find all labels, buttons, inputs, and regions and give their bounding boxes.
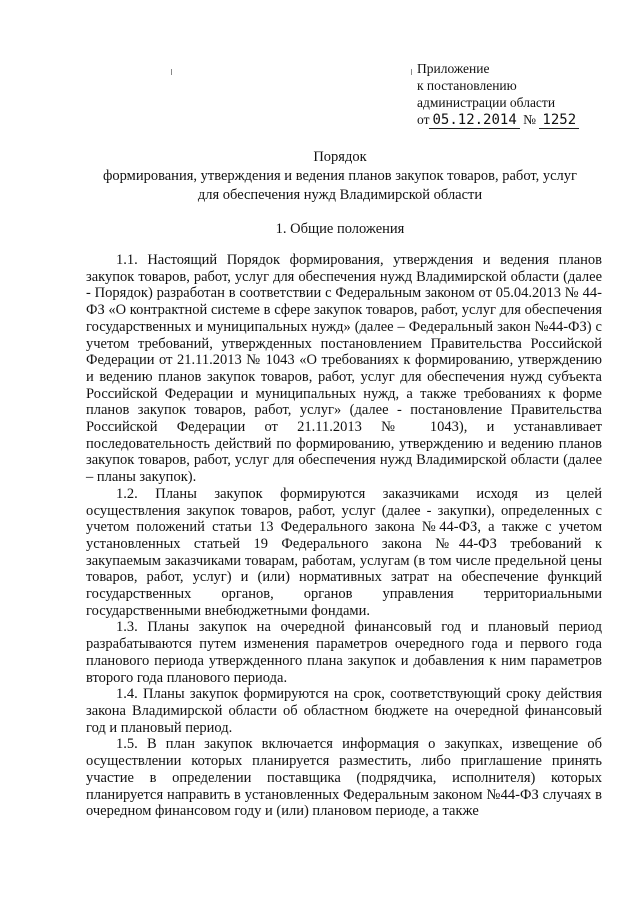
number-prefix: № (523, 112, 537, 127)
margin-tick-mark (411, 69, 412, 75)
attachment-line: администрации области (417, 95, 556, 110)
document-title (60, 148, 620, 205)
title-line: формирования, утверждения и ведения планов закупок товаров, работ, услуг (102, 168, 577, 184)
paragraph: 1.4. Планы закупок формируются на срок, соответствующий сроку действия закона Владимирской области об областном бюджете на очередной финансовый год и плановый период. (86, 686, 602, 736)
title-line: для обеспечения нужд Владимирской области (197, 187, 483, 203)
attachment-block (417, 60, 627, 129)
paragraph: 1.3. Планы закупок на очередной финансовый год и плановый период разрабатываются путем изменения параметров очередного года и первого года планового периода утвержденного плана закупок и добавления к ним параметров второго года планового периода. (86, 619, 602, 686)
handwritten-number: 1252 (539, 112, 579, 129)
section-heading: 1. Общие положения (275, 221, 405, 237)
attachment-line: к постановлению (417, 78, 517, 93)
attachment-date-line (417, 111, 627, 129)
paragraph: 1.2. Планы закупок формируются заказчиками исходя из целей осуществления закупок товаров, работ, услуг (далее - закупки), определенных с учетом положений статьи 13 Федерального закона №44-ФЗ, а также с учетом установленных статьей 19 Федерального закона №44-ФЗ требований к закупаемым заказчиками товарам, работам, услугам (в том числе предельной цены товаров, работ, услуг) и (или) нормативных затрат на обеспечение функций государственных органов, органов управления территориальными государственными внебюджетными фондами. (86, 485, 602, 619)
handwritten-date: 05.12.2014 (429, 112, 519, 129)
paragraph: 1.1. Настоящий Порядок формирования, утверждения и ведения планов закупок товаров, работ, услуг для обеспечения нужд Владимирской области (далее - Порядок) разработан в соответствии с Федеральным законом от 05.04.2013 № 44-ФЗ «О контрактной системе в сфере закупок товаров, работ, услуг для обеспечения государственных и муниципальных нужд» (далее – Федеральный закон №44-ФЗ) с учетом требований, утвержденных постановлением Правительства Российской Федерации от 21.11.2013 № 1043 «О требованиях к формированию, утверждению и ведению планов закупок товаров, работ, услуг для обеспечения нужд субъекта Российской Федерации и муниципальных нужд, а также требованиях к форме планов закупок товаров, работ, услуг» (далее - постановление Правительства Российской Федерации от 21.11.2013 № 1043), и устанавливает последовательность действий по формированию, утверждению и ведению планов закупок товаров, работ, услуг для обеспечения нужд Владимирской области (далее – планы закупок). (86, 252, 602, 486)
margin-tick-mark (171, 69, 172, 75)
date-prefix: от (417, 112, 430, 127)
paragraph: 1.5. В план закупок включается информация о закупках, извещение об осуществлении которых планируется разместить, либо приглашение принять участие в определении поставщика (подрядчика, исполнителя) которых планируется направить в установленных Федеральным законом №44-ФЗ случаях в очередном финансовом году и (или) плановом периоде, а также (86, 736, 602, 820)
attachment-line: Приложение (417, 61, 490, 76)
title-line: Порядок (313, 149, 367, 165)
document-body (86, 252, 602, 820)
